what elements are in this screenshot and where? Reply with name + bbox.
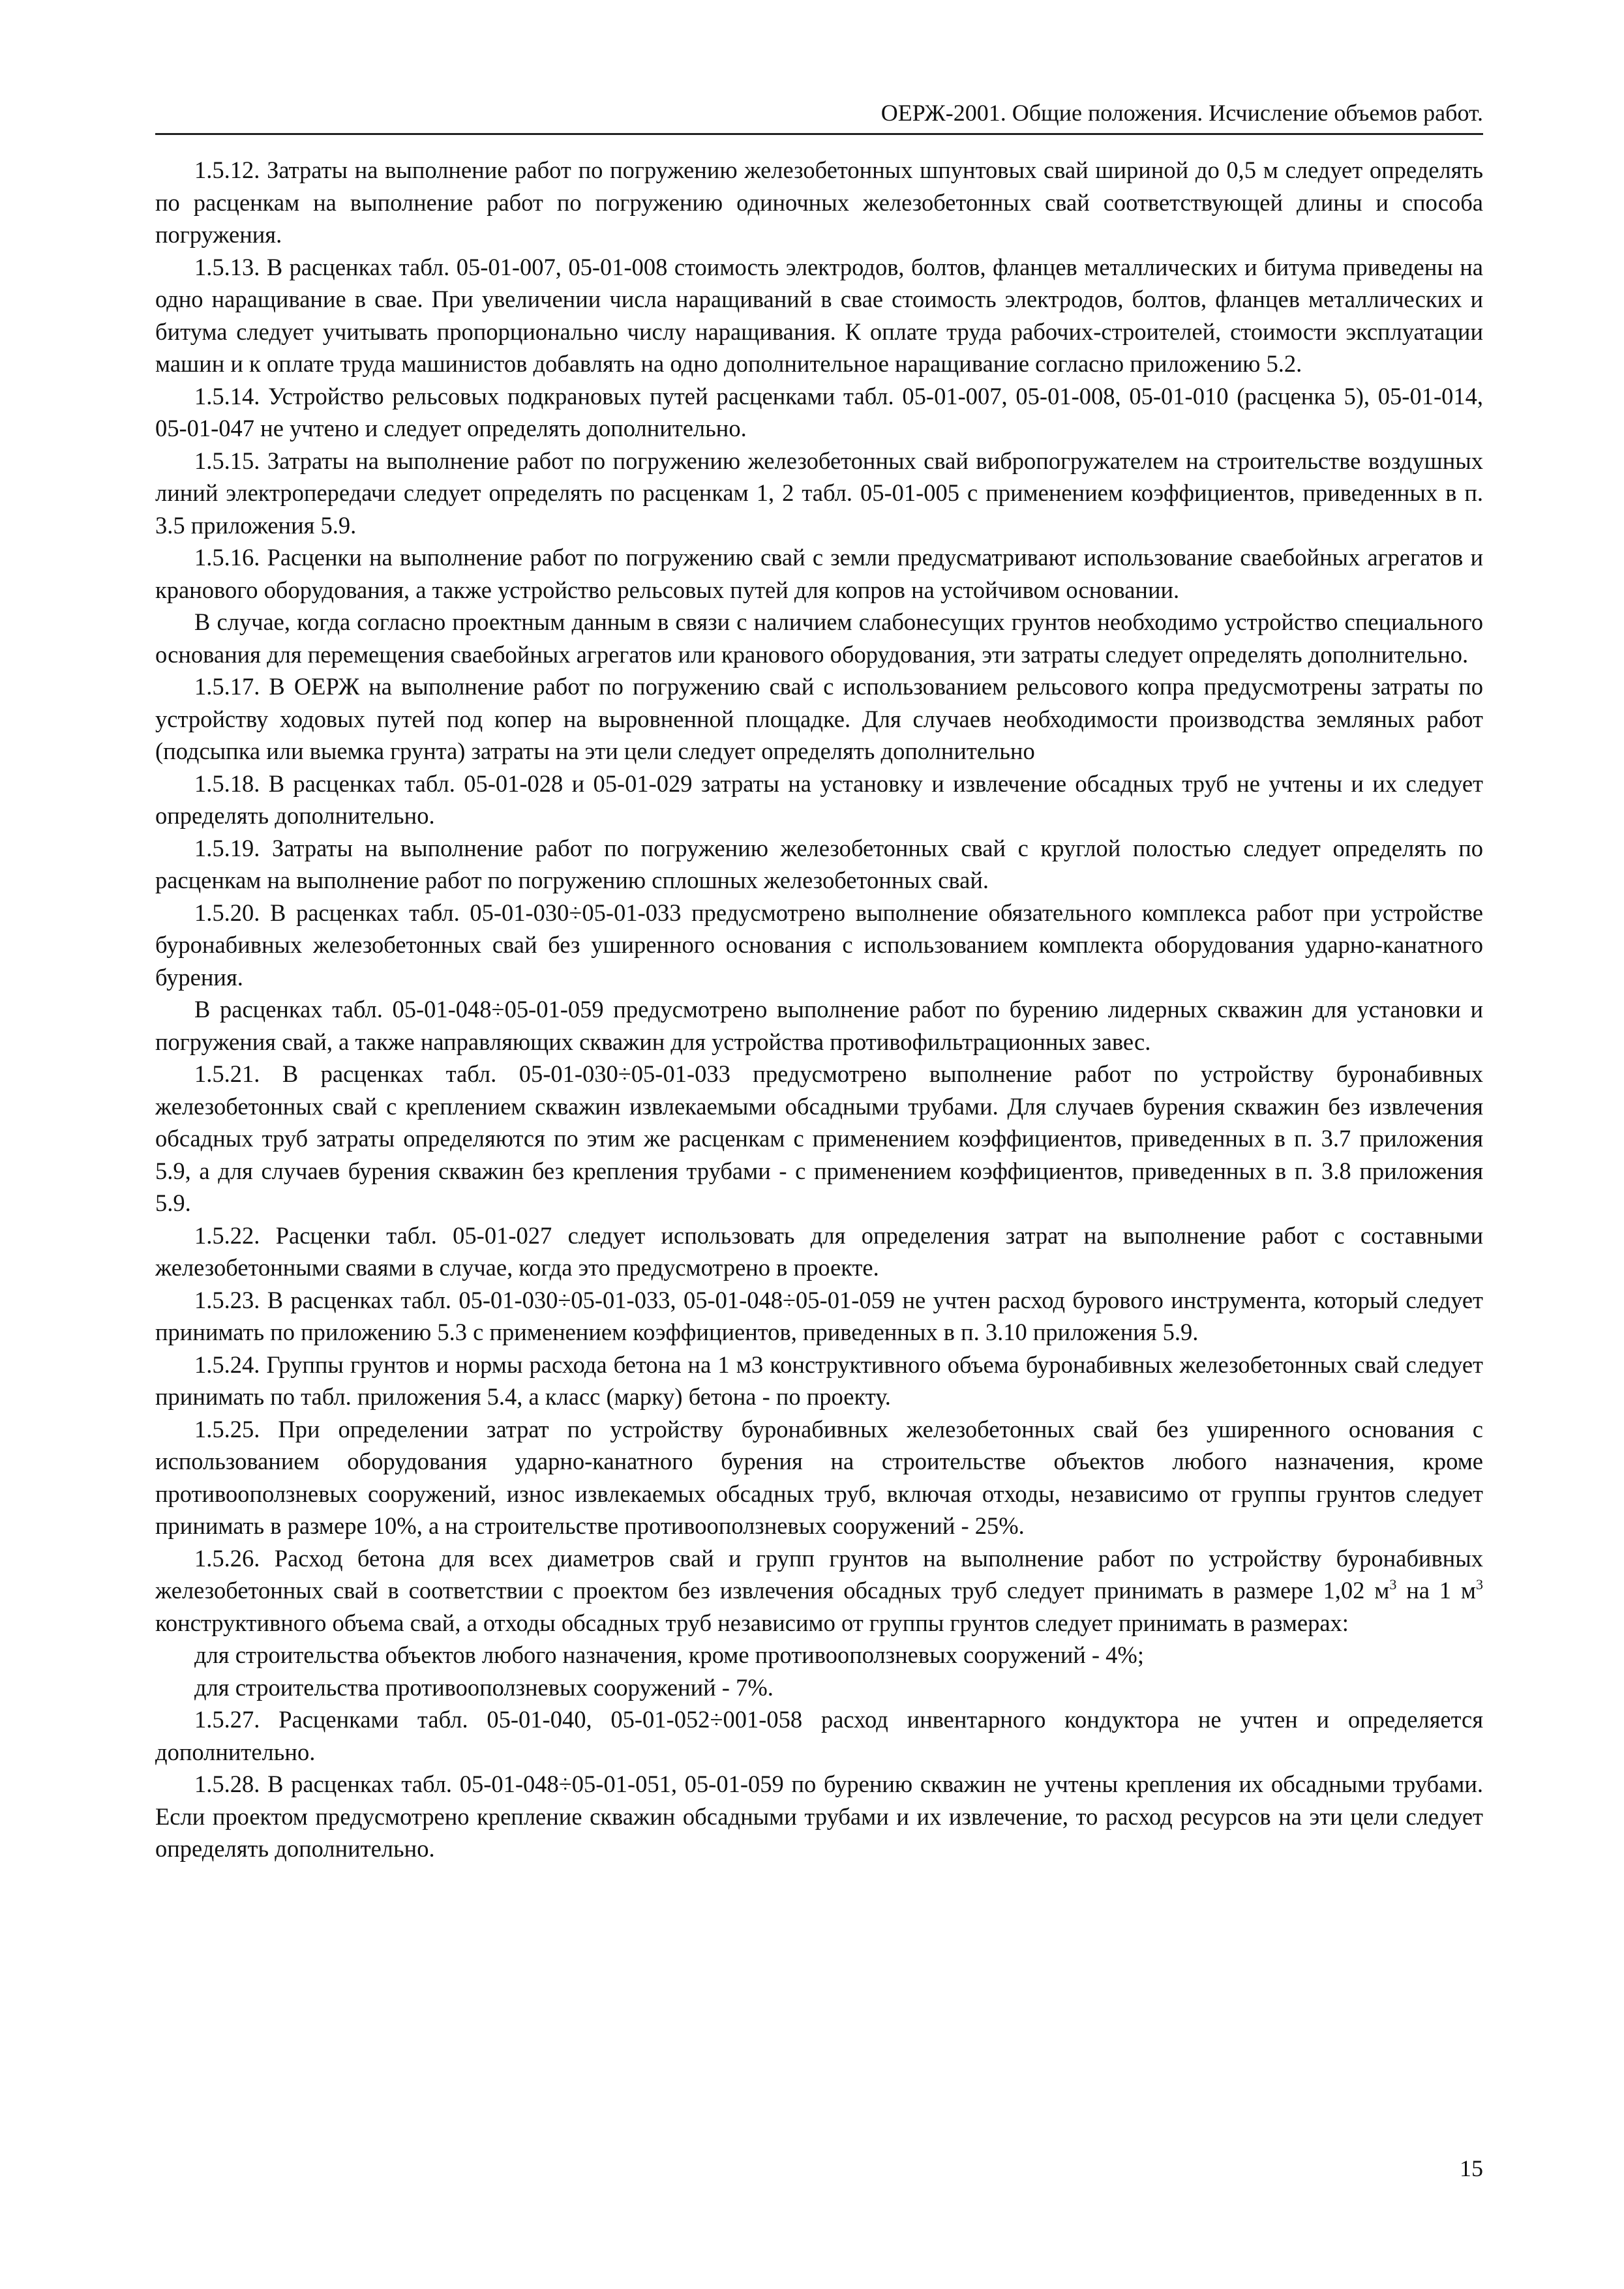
paragraph-1-5-20-continued: В расценках табл. 05-01-048÷05-01-059 предусмотрено выполнение работ по бурению лидерных скважин для установки и погружения свай, а также направляющих скважин для устройства противофильтрационных завес.: [155, 996, 1483, 1055]
paragraph-1-5-26-text-c: конструктивного объема свай, а отходы обсадных труб независимо от группы грунтов следует принимать в размерах:: [155, 1609, 1349, 1636]
list-line-any-purpose: для строительства объектов любого назначения, кроме противооползневых сооружений - 4%;: [194, 1641, 1144, 1668]
paragraph-1-5-28: 1.5.28. В расценках табл. 05-01-048÷05-01-051, 05-01-059 по бурению скважин не учтены крепления их обсадными трубами. Если проектом предусмотрено крепление скважин обсадными трубами и их извлечение, то расход ресурсов на эти цели следует определять дополнительно.: [155, 1771, 1483, 1862]
paragraph-1-5-16: 1.5.16. Расценки на выполнение работ по погружению свай с земли предусматривают использование сваебойных агрегатов и кранового оборудования, а также устройство рельсовых путей для копров на устойчивом основании.: [155, 544, 1483, 603]
paragraph-1-5-18: 1.5.18. В расценках табл. 05-01-028 и 05-01-029 затраты на установку и извлечение обсадных труб не учтены и их следует определять дополнительно.: [155, 770, 1483, 829]
paragraph-1-5-20: 1.5.20. В расценках табл. 05-01-030÷05-01-033 предусмотрено выполнение обязательного комплекса работ при устройстве буронабивных железобетонных свай без уширенного основания с использованием комплекта оборудования ударно-канатного бурения.: [155, 899, 1483, 991]
paragraph-1-5-26: [155, 1542, 1483, 1639]
paragraph-1-5-12: 1.5.12. Затраты на выполнение работ по погружению железобетонных шпунтовых свай шириной до 0,5 м следует определять по расценкам на выполнение работ по погружению одиночных железобетонных свай соответствующей длины и способа погружения.: [155, 157, 1483, 248]
paragraph-1-5-26-text-a: 1.5.26. Расход бетона для всех диаметров свай и групп грунтов на выполнение работ по устройству буронабивных железобетонных свай в соответствии с проектом без извлечения обсадных труб следует принимать в размере 1,02 м: [155, 1544, 1483, 1604]
superscript-cubic-2: 3: [1476, 1576, 1484, 1593]
list-line-anti-landslide: для строительства противооползневых сооружений - 7%.: [194, 1673, 774, 1701]
paragraph-1-5-27: 1.5.27. Расценками табл. 05-01-040, 05-01-052÷001-058 расход инвентарного кондуктора не учтен и определяется дополнительно.: [155, 1706, 1483, 1765]
paragraph-1-5-17: 1.5.17. В ОЕРЖ на выполнение работ по погружению свай с использованием рельсового копра предусмотрены затраты по устройству ходовых путей под копер на выровненной площадке. Для случаев необходимости производства земляных работ (подсыпка или выемка грунта) затраты на эти цели следует определять дополнительно: [155, 673, 1483, 764]
paragraph-1-5-21: 1.5.21. В расценках табл. 05-01-030÷05-01-033 предусмотрено выполнение работ по устройству буронабивных железобетонных свай с креплением скважин извлекаемыми обсадными трубами. Для случаев бурения скважин без извлечения обсадных труб затраты определяются по этим же расценкам с применением коэффициентов, приведенных в п. 3.7 приложения 5.9, а для случаев бурения скважин без крепления трубами - с применением коэффициентов, приведенных в п. 3.8 приложения 5.9.: [155, 1060, 1483, 1216]
paragraph-1-5-15: 1.5.15. Затраты на выполнение работ по погружению железобетонных свай вибропогружателем на строительстве воздушных линий электропередачи следует определять по расценкам 1, 2 табл. 05-01-005 с применением коэффициентов, приведенных в п. 3.5 приложения 5.9.: [155, 447, 1483, 539]
paragraph-1-5-22: 1.5.22. Расценки табл. 05-01-027 следует использовать для определения затрат на выполнение работ с составными железобетонными сваями в случае, когда это предусмотрено в проекте.: [155, 1221, 1483, 1281]
running-header: ОЕРЖ-2001. Общие положения. Исчисление объемов работ.: [880, 100, 1483, 126]
page-number: 15: [1460, 2155, 1483, 2181]
paragraph-1-5-16-continued: В случае, когда согласно проектным данным в связи с наличием слабонесущих грунтов необходимо устройство специального основания для перемещения сваебойных агрегатов или кранового оборудования, эти затраты следует определять дополнительно.: [155, 608, 1483, 668]
paragraph-1-5-24: 1.5.24. Группы грунтов и нормы расхода бетона на 1 м3 конструктивного объема буронабивных железобетонных свай следует принимать по табл. приложения 5.4, а класс (марку) бетона - по проекту.: [155, 1351, 1483, 1410]
paragraph-1-5-23: 1.5.23. В расценках табл. 05-01-030÷05-01-033, 05-01-048÷05-01-059 не учтен расход бурового инструмента, который следует принимать по приложению 5.3 с применением коэффициентов, приведенных в п. 3.10 приложения 5.9.: [155, 1286, 1483, 1345]
paragraph-1-5-25: 1.5.25. При определении затрат по устройству буронабивных железобетонных свай без уширенного основания с использованием оборудования ударно-канатного бурения на строительстве объектов любого назначения, кроме противооползневых сооружений, износ извлекаемых обсадных труб, включая отходы, независимо от группы грунтов следует принимать в размере 10%, а на строительстве противооползневых сооружений - 25%.: [155, 1415, 1483, 1539]
header-rule: [155, 133, 1483, 135]
superscript-cubic-1: 3: [1389, 1576, 1397, 1593]
paragraph-1-5-13: 1.5.13. В расценках табл. 05-01-007, 05-01-008 стоимость электродов, болтов, фланцев металлических и битума приведены на одно наращивание в свае. При увеличении числа наращиваний в свае стоимость электродов, болтов, фланцев металлических и битума следует учитывать пропорционально числу наращивания. К оплате труда рабочих-строителей, стоимости эксплуатации машин и к оплате труда машинистов добавлять на одно дополнительное наращивание согласно приложению 5.2.: [155, 253, 1483, 377]
paragraph-1-5-26-text-b: на 1 м: [1396, 1577, 1477, 1604]
paragraph-1-5-14: 1.5.14. Устройство рельсовых подкрановых путей расценками табл. 05-01-007, 05-01-008, 05-01-010 (расценка 5), 05-01-014, 05-01-047 не учтено и следует определять дополнительно.: [155, 382, 1483, 441]
body-text: [155, 154, 1483, 1865]
paragraph-1-5-19: 1.5.19. Затраты на выполнение работ по погружению железобетонных свай с круглой полостью следует определять по расценкам на выполнение работ по погружению сплошных железобетонных свай.: [155, 834, 1483, 893]
